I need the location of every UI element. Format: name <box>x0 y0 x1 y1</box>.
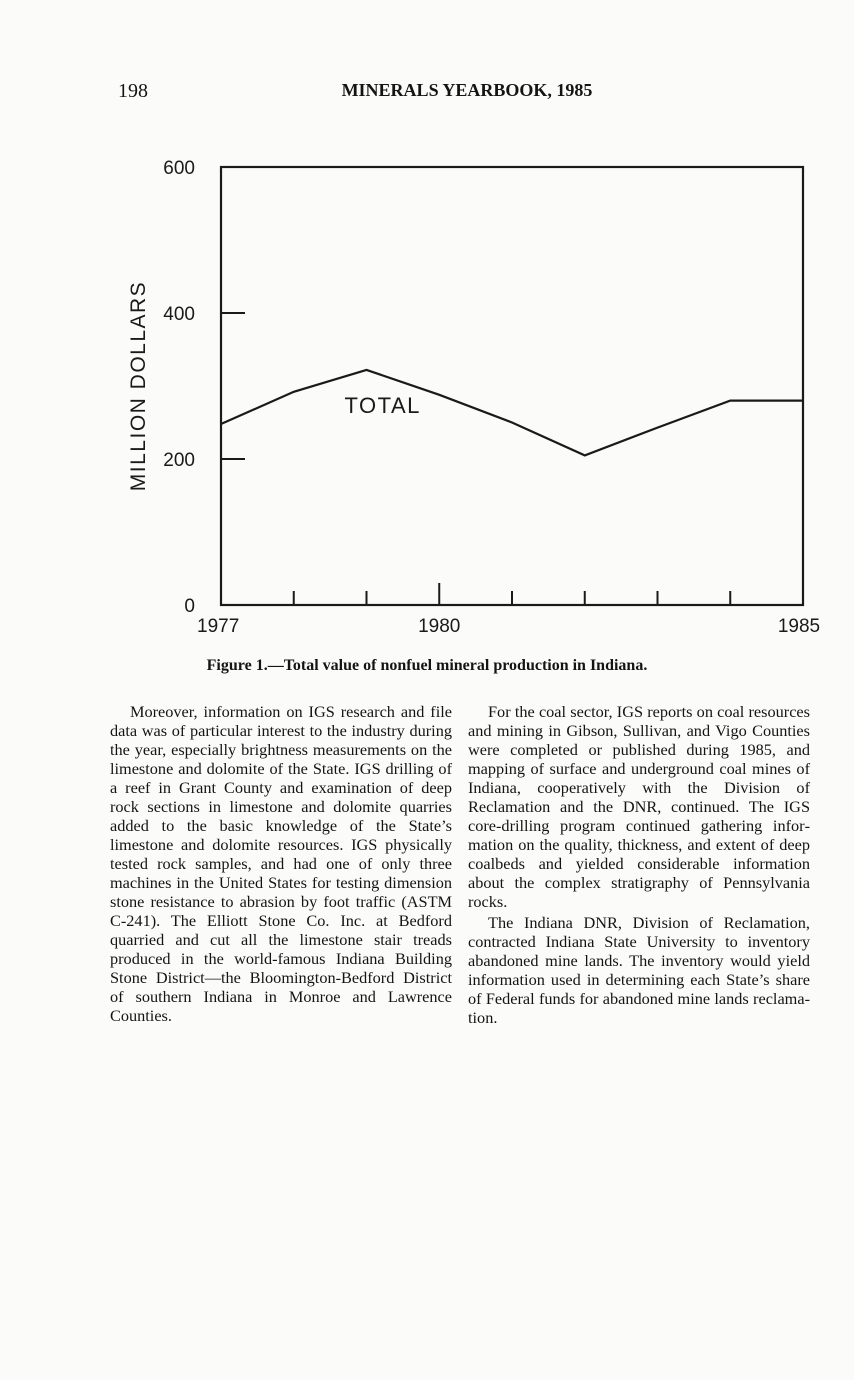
y-axis-label: MILLION DOLLARS <box>127 280 150 492</box>
y-tick-label: 0 <box>184 596 195 617</box>
chart-frame <box>221 167 803 605</box>
plot-border <box>221 167 803 605</box>
x-tick-label: 1977 <box>197 616 240 637</box>
left-column <box>110 702 452 1025</box>
paragraph: The Indiana DNR, Division of Reclamation, contracted Indiana State University to inventory abandoned mine lands. The inventory would yield information used in determining each State’s share of Federal funds for abandoned mine lands reclamation. <box>468 913 810 1027</box>
page-number: 198 <box>118 80 148 102</box>
y-tick-label: 200 <box>163 450 195 471</box>
running-title: MINERALS YEARBOOK, 1985 <box>341 80 593 100</box>
x-tick-label: 1985 <box>777 616 821 637</box>
y-tick-label: 600 <box>163 158 195 179</box>
line-chart <box>0 140 854 650</box>
paragraph: For the coal sector, IGS reports on coal resources and mining in Gibson, Sullivan, and Vigo Counties were completed or published during 1985, and mapping of surface and underground coal mines of Indiana, cooperatively with the Division of Reclamation and the DNR, continued. The IGS core-drilling program continued gathering information on the quality, thickness, and extent of deep coalbeds and yielded considerable information about the complex stratigraphy of Pennsylvania rocks. <box>468 702 810 911</box>
x-axis-ticks <box>197 583 820 637</box>
figure-caption: Figure 1.—Total value of nonfuel mineral production in Indiana. <box>206 657 648 674</box>
x-tick-label: 1980 <box>418 616 461 637</box>
y-axis-ticks <box>163 158 245 617</box>
series-annotation: TOTAL <box>344 393 421 419</box>
y-tick-label: 400 <box>163 304 195 325</box>
paragraph: Moreover, information on IGS research and file data was of particular interest to the industry during the year, especially brightness measurements on the limestone and dolomite of the State. IGS drilling of a reef in Grant County and examination of deep rock sections in limestone and dolomite quarries added to the basic knowledge of the State’s limestone and dolomite resources. IGS physically tested rock samples, and had one of only three machines in the United States for testing dimension stone resistance to abrasion by foot traffic (ASTM C-241). The Elliott Stone Co. Inc. at Bedford quarried and cut all the limestone stair treads produced in the world-famous Indiana Building Stone District—the Bloomington-Bedford District of southern Indiana in Monroe and Lawrence Counties. <box>110 702 452 1025</box>
right-column <box>468 702 810 1027</box>
series-line-total <box>221 370 803 456</box>
